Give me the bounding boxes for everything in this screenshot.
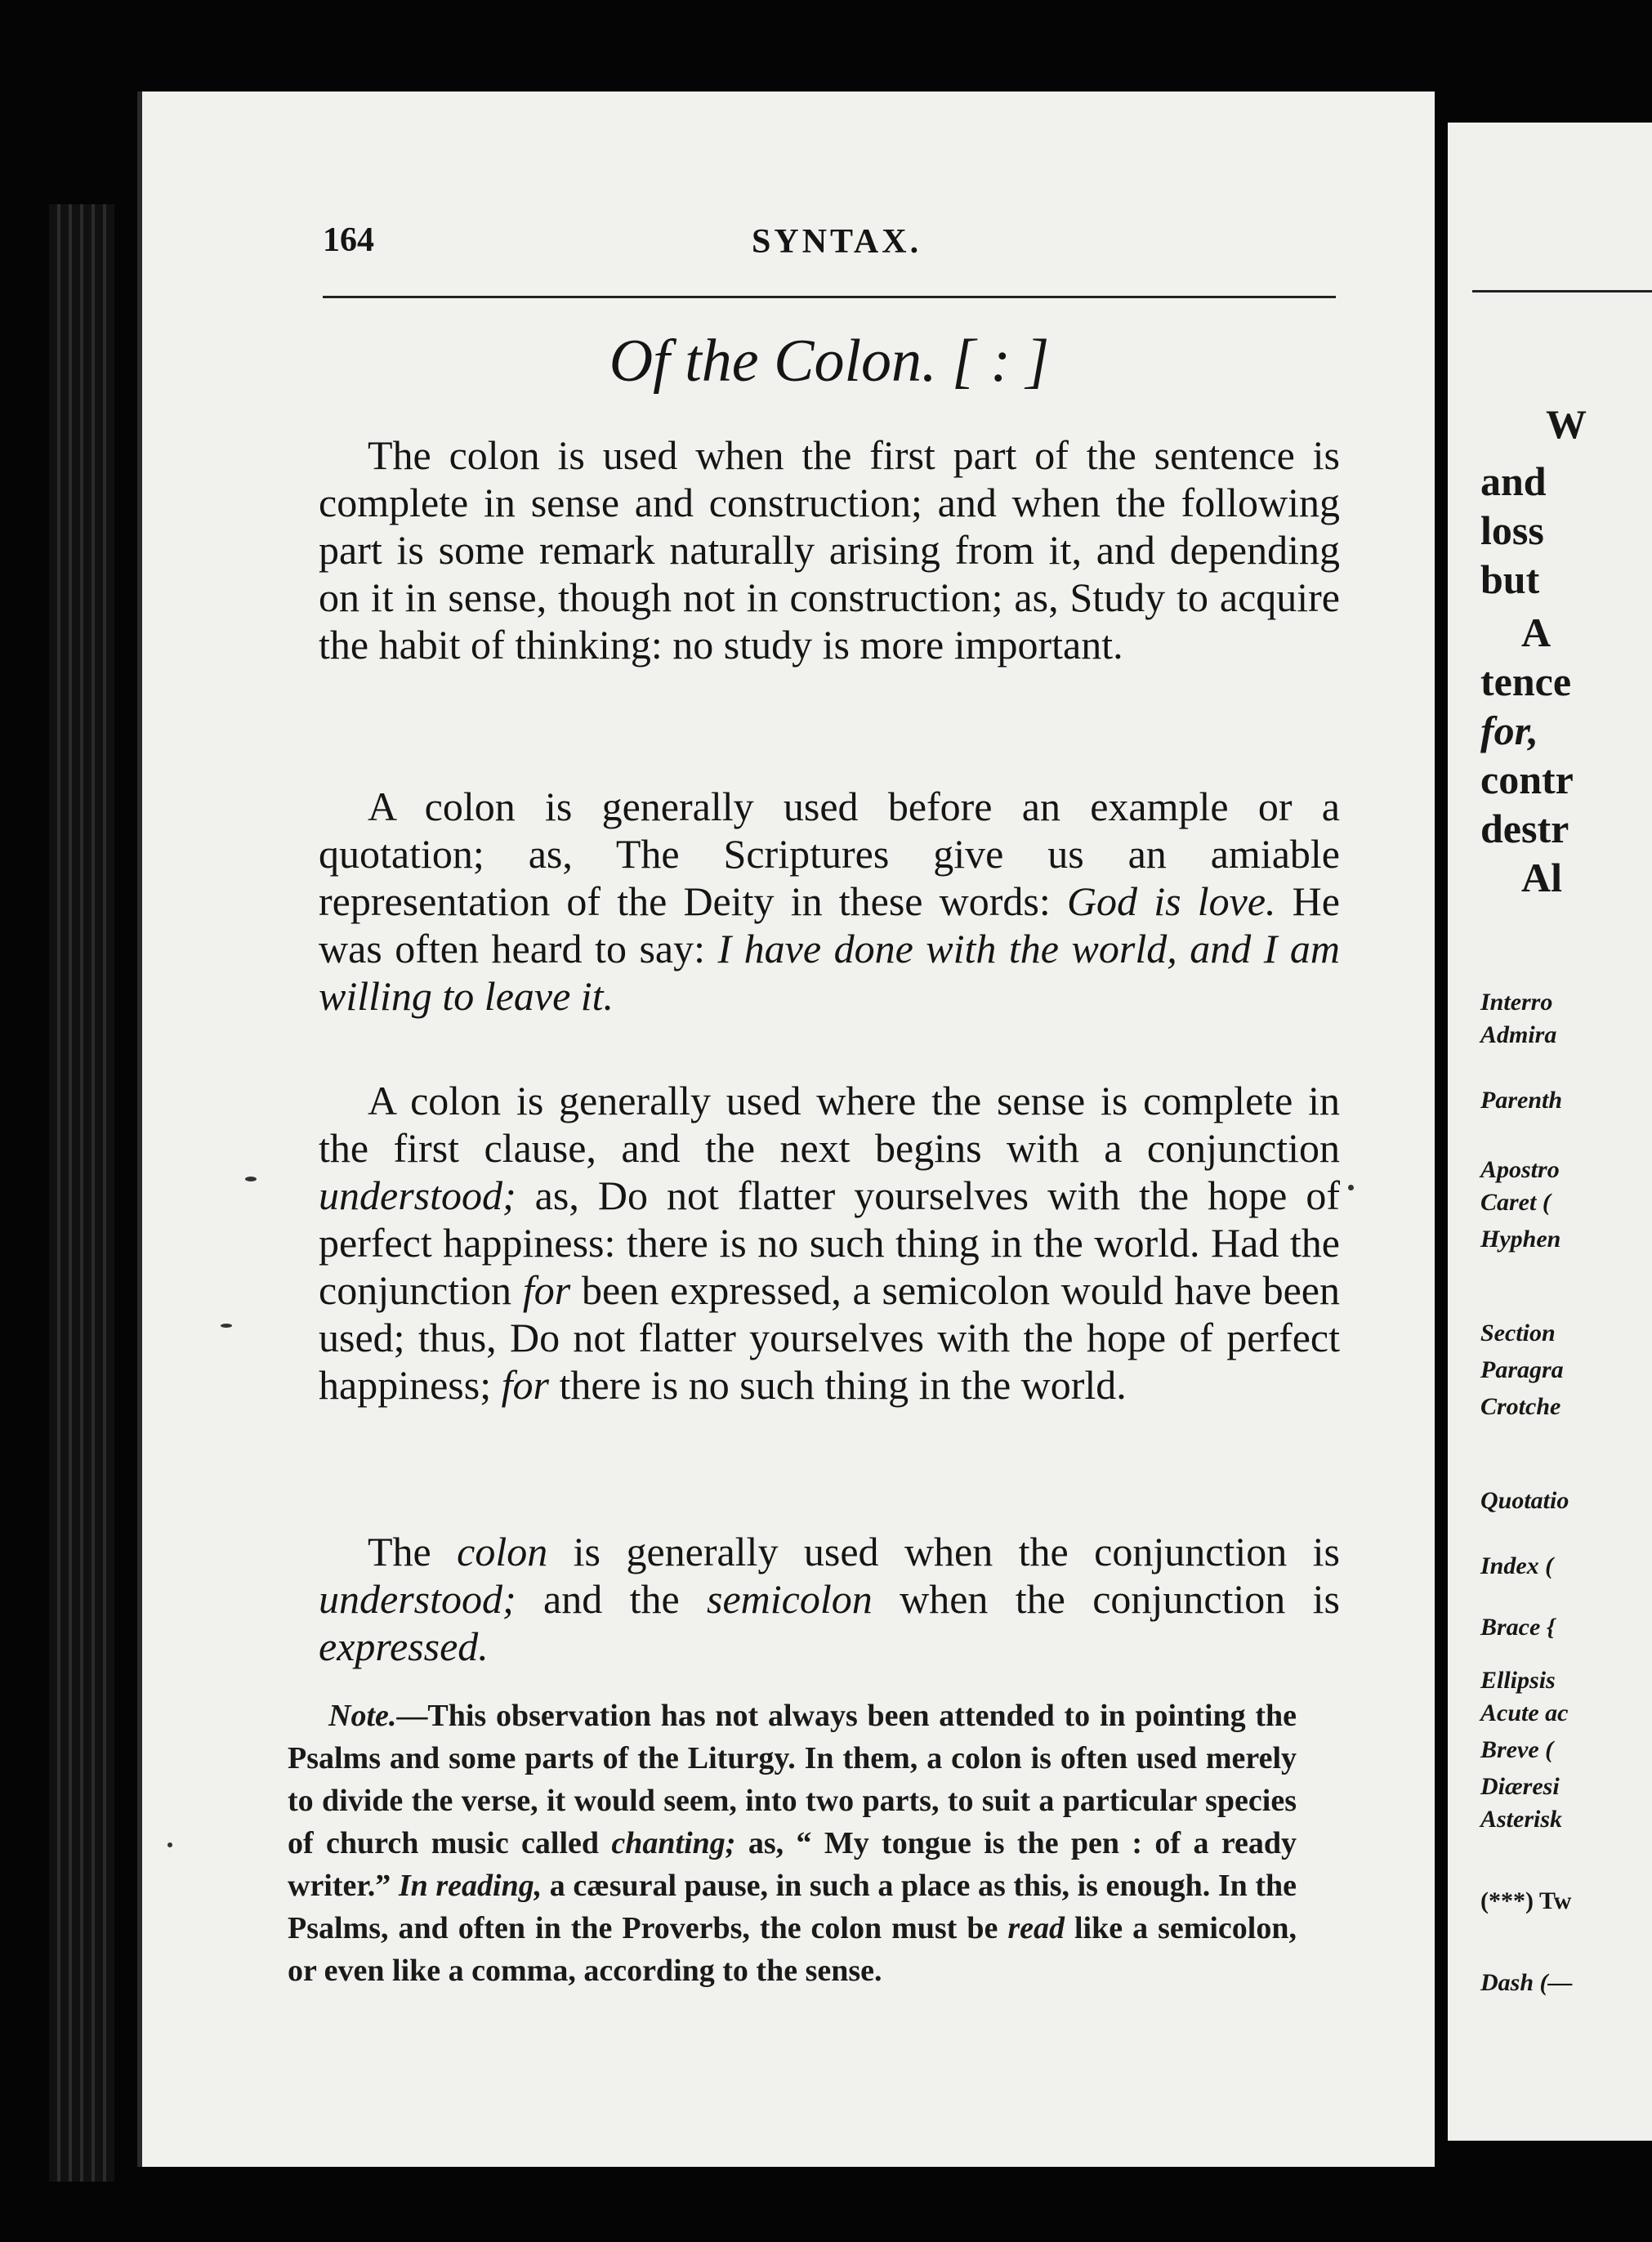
right-item-1: Interro — [1480, 989, 1553, 1016]
right-item-16: Diæresi — [1480, 1773, 1560, 1800]
quote-god-is-love: God is love. — [1066, 878, 1276, 924]
right-header-rule — [1472, 290, 1652, 293]
paragraph-3-text: A colon is generally used where the sense is complete in the first clause, and the next begins with a conjunction — [319, 1078, 1340, 1171]
emphasis-understood: understood; — [319, 1172, 516, 1218]
right-item-9: Crotche — [1480, 1393, 1561, 1420]
note-read: read — [1007, 1911, 1065, 1945]
scan-speck — [245, 1177, 257, 1181]
section-title: Of the Colon. [ : ] — [609, 328, 1050, 395]
right-line-3: loss — [1480, 507, 1544, 553]
right-line-9: destr — [1480, 806, 1569, 851]
note-text-b: as, “ My tongue is the pen : of a ready writer.” — [288, 1826, 1297, 1903]
scan-speck — [221, 1324, 232, 1328]
right-line-5: A — [1521, 610, 1552, 655]
paragraph-2-text: A colon is generally used before an example or a quotation; as, The Scriptures give us an amiable representation of the Deity in these words: — [319, 784, 1340, 924]
running-head: SYNTAX. — [752, 223, 922, 261]
running-header — [323, 221, 1336, 270]
paragraph-3-text-d: there is no such thing in the world. — [548, 1362, 1127, 1408]
header-rule — [323, 296, 1336, 298]
paragraph-2-text-b: He was often heard to say: — [319, 878, 1340, 971]
emphasis-semicolon: semicolon — [707, 1576, 873, 1622]
right-line-2: and — [1480, 458, 1547, 504]
right-item-13: Ellipsis — [1480, 1667, 1556, 1694]
footnote — [288, 1695, 1297, 1992]
right-item-14: Acute ac — [1480, 1699, 1569, 1726]
right-item-15: Breve ( — [1480, 1736, 1554, 1763]
scan-speck — [167, 1842, 172, 1847]
right-line-6: tence — [1480, 659, 1572, 704]
paragraph-3-text-b: as, Do not flatter yourselves with the hope of perfect happiness: there is no such thing in the world. Had the conjunction — [319, 1172, 1340, 1313]
right-item-8: Paragra — [1480, 1356, 1564, 1383]
page-number: 164 — [323, 221, 374, 259]
right-item-11: Index ( — [1480, 1552, 1554, 1579]
right-line-7: for, — [1480, 708, 1538, 753]
paragraph-2 — [319, 783, 1340, 1020]
right-line-4: but — [1480, 556, 1540, 602]
note-text-d: like a semicolon, or even like a comma, according to the sense. — [288, 1911, 1297, 1988]
book-page-edges — [49, 204, 114, 2182]
right-item-10: Quotatio — [1480, 1487, 1569, 1514]
right-item-2: Admira — [1480, 1021, 1557, 1048]
note-label: Note. — [328, 1699, 397, 1733]
emphasis-for-2: for — [501, 1362, 549, 1408]
right-line-1: W — [1546, 401, 1587, 447]
right-line-10: Al — [1521, 855, 1562, 900]
paragraph-3-text-c: been expressed, a semicolon would have been used; thus, Do not flatter yourselves with the hope of perfect happiness; — [319, 1267, 1340, 1408]
note-in-reading: In reading, — [398, 1869, 542, 1903]
note-chanting: chanting; — [611, 1826, 736, 1860]
paragraph-1 — [319, 431, 1340, 668]
right-item-7: Section — [1480, 1320, 1556, 1347]
right-item-4: Apostro — [1480, 1156, 1560, 1183]
right-item-12: Brace { — [1480, 1614, 1556, 1641]
right-item-17: Asterisk — [1480, 1806, 1563, 1833]
paragraph-4-text-d: when the conjunction is — [872, 1576, 1341, 1622]
emphasis-for: for — [522, 1267, 571, 1313]
emphasis-understood-2: understood; — [319, 1576, 516, 1622]
paragraph-4-text: The — [368, 1529, 458, 1574]
book-gutter — [1435, 0, 1448, 2242]
right-item-19: Dash (— — [1480, 1969, 1573, 1996]
note-text-c: a cæsural pause, in such a place as this, is enough. In the Psalms, and often in the Proverbs, the colon must be — [288, 1869, 1297, 1945]
right-page-fragment — [1448, 123, 1652, 2141]
scan-speck — [1348, 1185, 1354, 1190]
emphasis-colon: colon — [457, 1529, 548, 1574]
right-item-18: (***) Tw — [1480, 1887, 1572, 1914]
paragraph-3 — [319, 1077, 1340, 1409]
paragraph-4 — [319, 1528, 1340, 1670]
note-text: —This observation has not always been attended to in pointing the Psalms and some parts of the Liturgy. In them, a colon is often used merely to divide the verse, it would seem, into two parts, to suit a particular species of church music called — [288, 1699, 1297, 1860]
paragraph-4-text-b: is generally used when the conjunction is — [547, 1529, 1340, 1574]
quote-done-with-world: I have done with the world, and I am willing to leave it. — [319, 926, 1340, 1019]
paragraph-4-text-c: and the — [516, 1576, 708, 1622]
right-item-6: Hyphen — [1480, 1226, 1561, 1253]
right-line-8: contr — [1480, 757, 1574, 802]
right-item-3: Parenth — [1480, 1087, 1563, 1114]
emphasis-expressed: expressed. — [319, 1623, 489, 1669]
right-item-5: Caret ( — [1480, 1189, 1551, 1216]
paragraph-1-text: The colon is used when the first part of the sentence is complete in sense and construction; and when the following part is some remark naturally arising from it, and depending on it in sense, though not in construction; as, Study to acquire the habit of thinking: no study is more important. — [319, 432, 1340, 668]
